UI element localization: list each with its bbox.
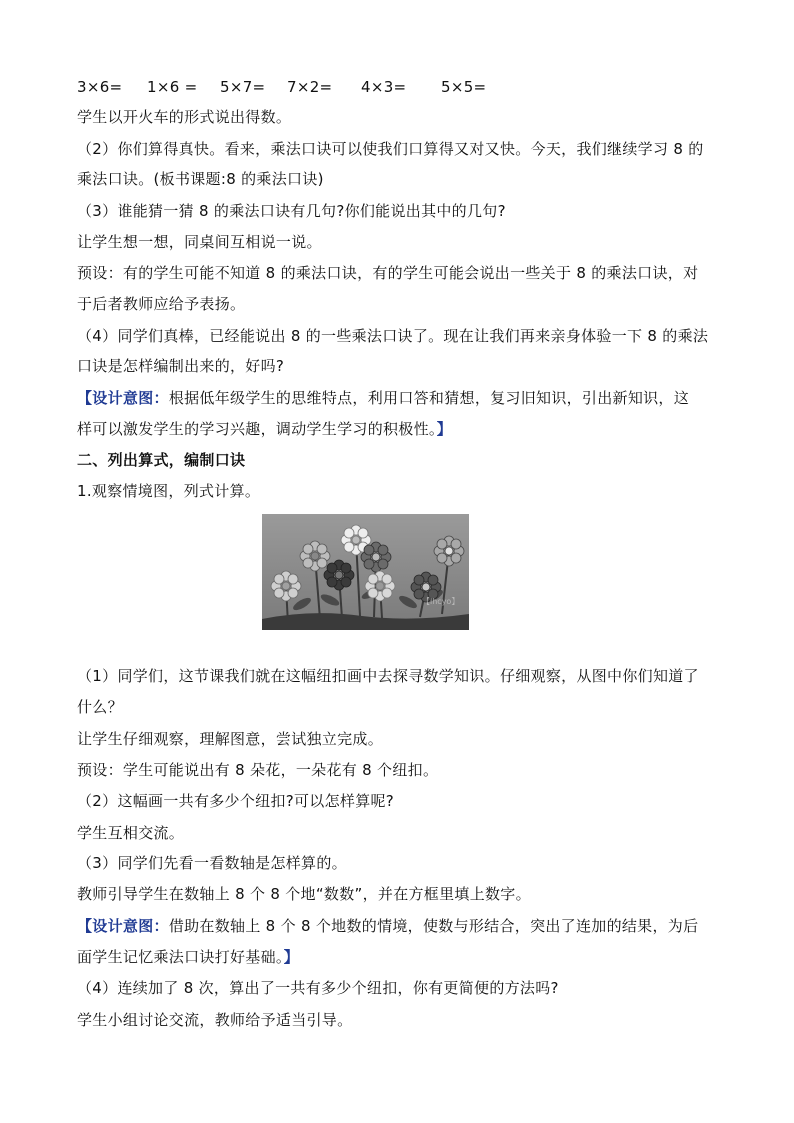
paragraph: 让学生想一想，同桌间互相说一说。 [77,233,322,251]
paragraph: 让学生仔细观察，理解图意，尝试独立完成。 [77,730,384,748]
flower [271,571,301,601]
design-intent-text: 面学生记忆乘法口诀打好基础。 [77,948,284,966]
section-heading: 二、列出算式，编制口诀 [77,451,246,469]
paragraph: （2）这幅画一共有多少个纽扣?可以怎样算呢? [77,792,395,810]
equation: 5×5= [441,78,487,96]
design-intent-text: 借助在数轴上 8 个 8 个地数的情境，使数与形结合，突出了连加的结果，为后 [168,917,699,935]
paragraph: 预设：学生可能说出有 8 朵花，一朵花有 8 个纽扣。 [77,761,439,779]
paragraph: （4）同学们真棒，已经能说出 8 的一些乘法口诀了。现在让我们再来亲身体验一下 8 的乘法 [77,327,709,345]
equation-row [77,77,722,97]
equation: 4×3= [361,78,407,96]
flower [324,560,354,590]
design-intent-close: 】 [283,948,300,966]
flower [300,541,330,571]
paragraph: 预设：有的学生可能不知道 8 的乘法口诀，有的学生可能会说出一些关于 8 的乘法口诀，对 [77,264,699,282]
equation: 3×6= [77,78,123,96]
design-intent-note [77,419,722,439]
paragraph: 学生互相交流。 [77,824,185,842]
flower [434,536,464,566]
design-intent-note [77,916,722,936]
paragraph: （3）谁能猜一猜 8 的乘法口诀有几句?你们能说出其中的几句? [77,202,506,220]
design-intent-text: 根据低年级学生的思维特点，利用口答和猜想，复习旧知识，引出新知识，这 [168,389,690,407]
paragraph: 乘法口诀。(板书课题:8 的乘法口诀) [77,170,324,188]
equation: 1×6 = [147,78,198,96]
paragraph: （2）你们算得真快。看来，乘法口诀可以使我们口算得又对又快。今天，我们继续学习 8 的 [77,140,704,158]
design-intent-note [77,947,722,967]
equation: 7×2= [287,78,333,96]
paragraph: （4）连续加了 8 次，算出了一共有多少个纽扣，你有更简便的方法吗? [77,979,559,997]
flower [361,542,391,572]
paragraph: （1）同学们，这节课我们就在这幅纽扣画中去探寻数学知识。仔细观察，从图中你们知道了 [77,667,699,685]
paragraph: 教师引导学生在数轴上 8 个 8 个地“数数”，并在方框里填上数字。 [77,885,531,903]
design-intent-label: 【设计意图： [77,389,169,407]
paragraph: 学生小组讨论交流，教师给予适当引导。 [77,1011,353,1029]
paragraph: 什么？ [77,698,123,716]
button-flowers-illustration [262,514,469,630]
paragraph: 1.观察情境图，列式计算。 [77,482,261,500]
button-flowers-image [262,514,469,630]
design-intent-label: 【设计意图： [77,917,169,935]
design-intent-note [77,388,722,408]
image-watermark: 【lhcyo】 [422,597,460,606]
equation: 5×7= [220,78,266,96]
paragraph: 学生以开火车的形式说出得数。 [77,108,292,126]
design-intent-close: 】 [436,420,453,438]
paragraph: 于后者教师应给予表扬。 [77,295,246,313]
flower [365,571,395,601]
design-intent-text: 样可以激发学生的学习兴趣，调动学生学习的积极性。 [77,420,437,438]
paragraph: 口诀是怎样编制出来的，好吗? [77,357,285,375]
paragraph: （3）同学们先看一看数轴是怎样算的。 [77,854,347,872]
